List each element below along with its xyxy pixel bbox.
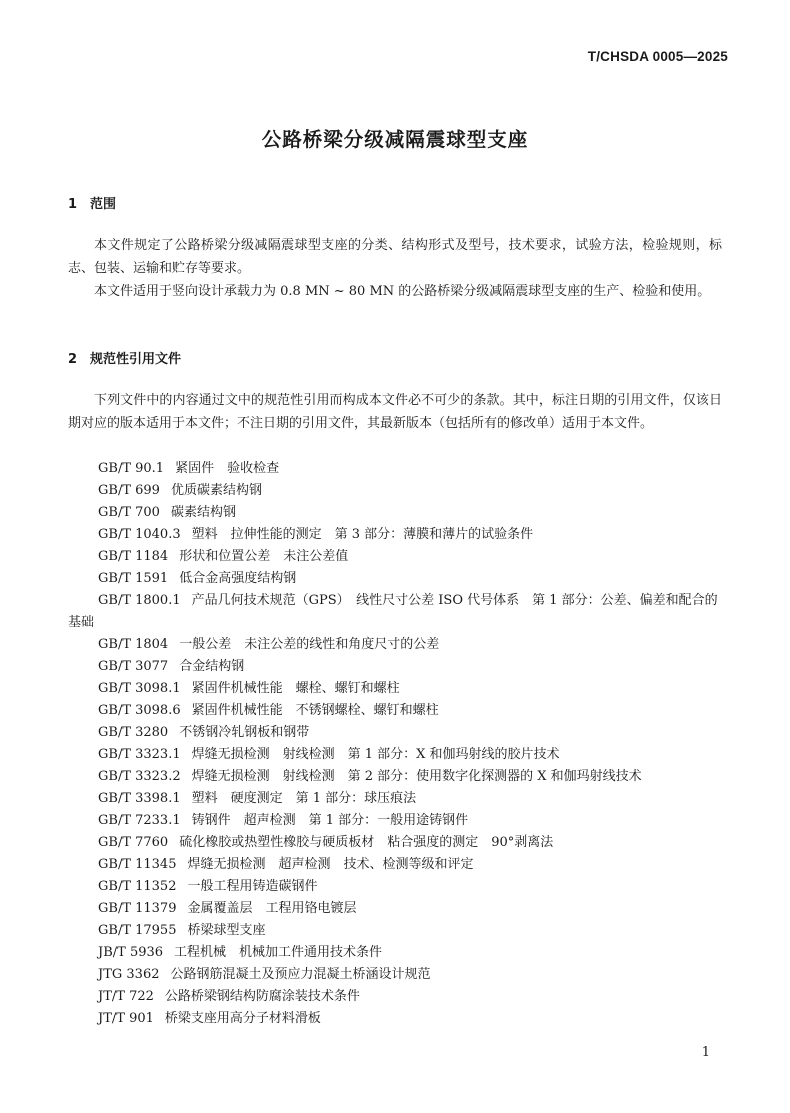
reference-code: GB/T 7760 xyxy=(98,835,169,850)
reference-code: GB/T 699 xyxy=(98,483,160,498)
reference-item xyxy=(68,590,728,634)
reference-item xyxy=(68,656,728,678)
scope-paragraph-1: 本文件规定了公路桥梁分级减隔震球型支座的分类、结构形式及型号，技术要求，试验方法，检验规则，标志、包装、运输和贮存等要求。 xyxy=(68,238,722,276)
reference-item xyxy=(68,502,728,524)
reference-item xyxy=(68,568,728,590)
reference-code: GB/T 11379 xyxy=(98,901,177,916)
reference-code: JT/T 722 xyxy=(98,989,154,1004)
reference-title: 低合金高强度结构钢 xyxy=(179,571,297,586)
section-heading-scope xyxy=(68,193,116,212)
reference-title: 硫化橡胶或热塑性橡胶与硬质板材 粘合强度的测定 90°剥离法 xyxy=(179,835,554,850)
reference-code: GB/T 1591 xyxy=(98,571,169,586)
reference-item xyxy=(68,744,728,766)
section-title: 规范性引用文件 xyxy=(90,352,182,367)
reference-code: GB/T 3323.2 xyxy=(98,769,181,784)
reference-title: 公路钢筋混凝土及预应力混凝土桥涵设计规范 xyxy=(170,967,431,982)
reference-title: 工程机械 机械加工件通用技术条件 xyxy=(174,945,383,960)
reference-item xyxy=(68,964,728,986)
reference-code: GB/T 1804 xyxy=(98,637,169,652)
section-title: 范围 xyxy=(90,197,117,212)
document-title: 公路桥梁分级减隔震球型支座 xyxy=(261,128,529,151)
reference-item xyxy=(68,546,728,568)
reference-code: GB/T 17955 xyxy=(98,923,177,938)
reference-item xyxy=(68,678,728,700)
reference-title: 塑料 硬度测定 第 1 部分：球压痕法 xyxy=(191,791,417,806)
reference-code: GB/T 3098.6 xyxy=(98,703,181,718)
reference-title: 铸钢件 超声检测 第 1 部分：一般用途铸钢件 xyxy=(191,813,469,828)
reference-item xyxy=(68,458,728,480)
references-intro-paragraph: 下列文件中的内容通过文中的规范性引用而构成本文件必不可少的条款。其中，标注日期的引用文件，仅该日期对应的版本适用于本文件；不注日期的引用文件，其最新版本（包括所有的修改单）适用于本文件。 xyxy=(68,393,722,431)
reference-item xyxy=(68,524,728,546)
reference-code: GB/T 1800.1 xyxy=(98,593,181,608)
reference-title: 焊缝无损检测 超声检测 技术、检测等级和评定 xyxy=(187,857,474,872)
reference-item xyxy=(68,898,728,920)
section-number: 2 xyxy=(68,352,78,367)
reference-title: 紧固件 验收检查 xyxy=(175,461,280,476)
reference-code: GB/T 1184 xyxy=(98,549,169,564)
section-number: 1 xyxy=(68,197,78,212)
reference-title: 桥梁支座用高分子材料滑板 xyxy=(164,1011,321,1026)
reference-title: 桥梁球型支座 xyxy=(187,923,266,938)
document-code: T/CHSDA 0005—2025 xyxy=(587,49,728,64)
reference-code: JTG 3362 xyxy=(98,967,160,982)
reference-code: GB/T 700 xyxy=(98,505,160,520)
reference-title: 产品几何技术规范（GPS） 线性尺寸公差 ISO 代号体系 第 1 部分：公差、偏差和配合的基础 xyxy=(68,593,718,630)
reference-title: 形状和位置公差 未注公差值 xyxy=(179,549,349,564)
scope-paragraph-2: 本文件适用于竖向设计承载力为 0.8 MN ~ 80 MN 的公路桥梁分级减隔震球型支座的生产、检验和使用。 xyxy=(94,284,711,299)
reference-code: GB/T 3323.1 xyxy=(98,747,181,762)
reference-item xyxy=(68,986,728,1008)
reference-item xyxy=(68,876,728,898)
reference-code: GB/T 3077 xyxy=(98,659,169,674)
reference-code: JB/T 5936 xyxy=(98,945,164,960)
reference-title: 合金结构钢 xyxy=(179,659,245,674)
reference-title: 碳素结构钢 xyxy=(170,505,236,520)
reference-title: 一般公差 未注公差的线性和角度尺寸的公差 xyxy=(179,637,440,652)
reference-title: 焊缝无损检测 射线检测 第 2 部分：使用数字化探测器的 X 和伽玛射线技术 xyxy=(191,769,642,784)
reference-code: GB/T 11345 xyxy=(98,857,177,872)
reference-code: GB/T 3098.1 xyxy=(98,681,181,696)
reference-item xyxy=(68,942,728,964)
reference-code: GB/T 90.1 xyxy=(98,461,165,476)
reference-title: 一般工程用铸造碳钢件 xyxy=(187,879,318,894)
reference-code: GB/T 3398.1 xyxy=(98,791,181,806)
reference-item xyxy=(68,480,728,502)
reference-item xyxy=(68,920,728,942)
reference-code: JT/T 901 xyxy=(98,1011,154,1026)
reference-title: 紧固件机械性能 螺栓、螺钉和螺柱 xyxy=(191,681,400,696)
section-heading-normative-references xyxy=(68,348,181,367)
reference-item xyxy=(68,854,728,876)
reference-item xyxy=(68,832,728,854)
reference-code: GB/T 3280 xyxy=(98,725,169,740)
reference-item xyxy=(68,634,728,656)
reference-code: GB/T 1040.3 xyxy=(98,527,181,542)
reference-item xyxy=(68,722,728,744)
reference-title: 优质碳素结构钢 xyxy=(170,483,262,498)
reference-title: 公路桥梁钢结构防腐涂装技术条件 xyxy=(164,989,360,1004)
reference-title: 紧固件机械性能 不锈钢螺栓、螺钉和螺柱 xyxy=(191,703,439,718)
reference-item xyxy=(68,810,728,832)
reference-item xyxy=(68,700,728,722)
reference-title: 金属覆盖层 工程用铬电镀层 xyxy=(187,901,357,916)
reference-code: GB/T 11352 xyxy=(98,879,177,894)
reference-item xyxy=(68,1008,728,1030)
reference-list xyxy=(68,458,728,1030)
reference-item xyxy=(68,788,728,810)
reference-code: GB/T 7233.1 xyxy=(98,813,181,828)
reference-title: 不锈钢冷轧钢板和钢带 xyxy=(179,725,310,740)
reference-title: 塑料 拉伸性能的测定 第 3 部分：薄膜和薄片的试验条件 xyxy=(191,527,534,542)
reference-title: 焊缝无损检测 射线检测 第 1 部分：X 和伽玛射线的胶片技术 xyxy=(191,747,560,762)
reference-item xyxy=(68,766,728,788)
page-number: 1 xyxy=(701,1045,710,1060)
